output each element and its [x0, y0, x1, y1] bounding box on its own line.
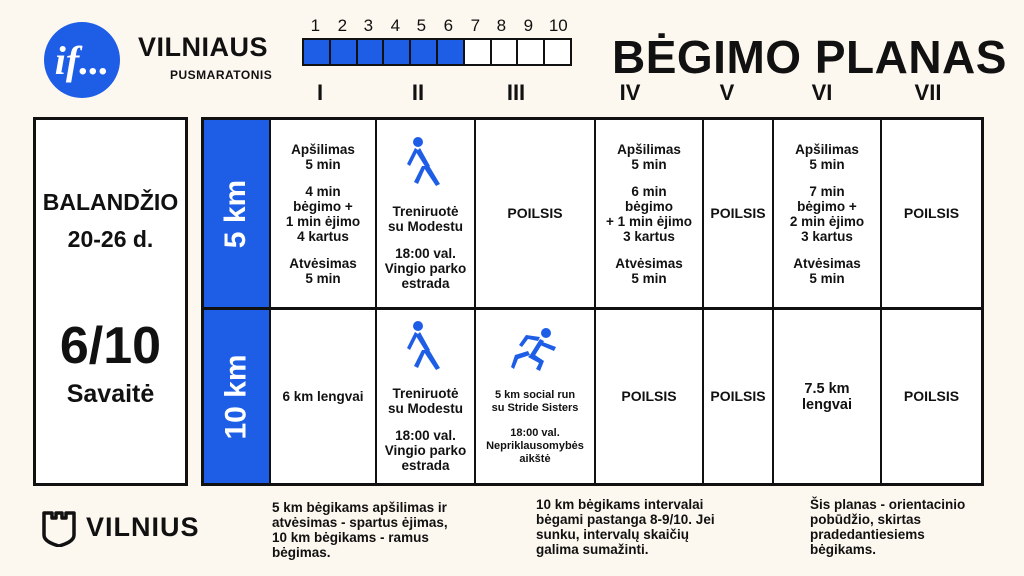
- day-header: I: [316, 80, 324, 105]
- day-header: III: [506, 80, 526, 105]
- progress-cell-empty: [465, 40, 492, 64]
- cell-10km-day4: POILSIS: [621, 388, 677, 404]
- progress-number: 10: [548, 16, 568, 35]
- week-dates: 20-26 d.: [67, 226, 154, 252]
- vilnius-tower-icon: [40, 509, 78, 547]
- progress-cell-filled: [358, 40, 385, 64]
- progress-cell-empty: [545, 40, 570, 64]
- week-info-box: [33, 117, 188, 486]
- day-header: V: [719, 80, 735, 105]
- day-header: IV: [619, 80, 641, 105]
- cell-5km-day3: POILSIS: [507, 205, 563, 221]
- cell-5km-day6: Apšilimas 5 min 7 min bėgimo + 2 min ėjimo 3 kartus Atvėsimas 5 min: [789, 141, 865, 286]
- progress-number: 2: [337, 16, 348, 35]
- day-header: VI: [811, 80, 833, 105]
- cell-5km-day2: Treniruotė su Modestu 18:00 val. Vingio parko estrada: [377, 120, 474, 307]
- progress-number: 7: [470, 16, 481, 35]
- progress-number: 3: [363, 16, 374, 35]
- cell-5km-day7: POILSIS: [903, 205, 960, 221]
- cell-10km-day3: 5 km social run su Stride Sisters 18:00 val. Nepriklausomybės aikštė: [476, 310, 594, 483]
- footer-note-disclaimer: Šis planas - orientacinio pobūdžio, skirtas pradedantiesiems bėgikams.: [810, 497, 966, 557]
- row-label-5km: 5 km: [204, 120, 269, 307]
- footer-note-warmup: 5 km bėgikams apšilimas ir atvėsimas - spartus ėjimas, 10 km bėgikams - ramus bėgimas.: [272, 500, 448, 560]
- footer-note-intervals: 10 km bėgikams intervalai bėgami pastanga 8-9/10. Jei sunku, intervalų skaičių galima sumažinti.: [536, 497, 715, 557]
- running-person-icon: [510, 327, 560, 373]
- progress-number: 4: [390, 16, 401, 35]
- progress-number: 5: [416, 16, 427, 35]
- progress-number: 9: [523, 16, 534, 35]
- cell-10km-day7: POILSIS: [903, 388, 960, 404]
- brand-title: VILNIAUS: [138, 32, 269, 62]
- week-month: BALANDŽIO: [42, 189, 179, 215]
- progress-number: 6: [443, 16, 454, 35]
- progress-cell-empty: [518, 40, 545, 64]
- cell-10km-day5: POILSIS: [710, 388, 766, 404]
- plan-title: BĖGIMO PLANAS: [612, 31, 1007, 83]
- cell-10km-day2: Treniruotė su Modestu 18:00 val. Vingio parko estrada: [377, 310, 474, 483]
- progress-cell-filled: [304, 40, 331, 64]
- vilnius-logo-text: VILNIUS: [86, 512, 200, 542]
- progress-cell-filled: [331, 40, 358, 64]
- stretch-exercise-icon: [406, 320, 446, 372]
- cell-5km-day5: POILSIS: [710, 205, 766, 221]
- progress-number: 8: [496, 16, 507, 35]
- day-header: VII: [914, 80, 942, 105]
- day-header: II: [411, 80, 425, 105]
- week-label: Savaitė: [66, 380, 155, 408]
- cell-10km-day1: 6 km lengvai: [282, 389, 364, 404]
- progress-cell-empty: [492, 40, 519, 64]
- brand-subtitle: PUSMARATONIS: [170, 68, 273, 82]
- plan-grid: [201, 117, 984, 486]
- progress-number: 1: [310, 16, 321, 35]
- row-label-10km: 10 km: [204, 310, 269, 483]
- progress-cell-filled: [411, 40, 438, 64]
- stretch-exercise-icon: [406, 136, 446, 188]
- cell-5km-day4: Apšilimas 5 min 6 min bėgimo + 1 min ėjimo 3 kartus Atvėsimas 5 min: [606, 141, 692, 286]
- cell-10km-day6: 7.5 km lengvai: [802, 380, 852, 413]
- progress-cell-filled: [384, 40, 411, 64]
- week-progress-bar: [302, 38, 572, 66]
- progress-cell-filled: [438, 40, 465, 64]
- week-number: 6/10: [59, 317, 162, 375]
- if-logo: if...: [44, 22, 120, 98]
- cell-5km-day1: Apšilimas 5 min 4 min bėgimo + 1 min ėjimo 4 kartus Atvėsimas 5 min: [285, 141, 361, 286]
